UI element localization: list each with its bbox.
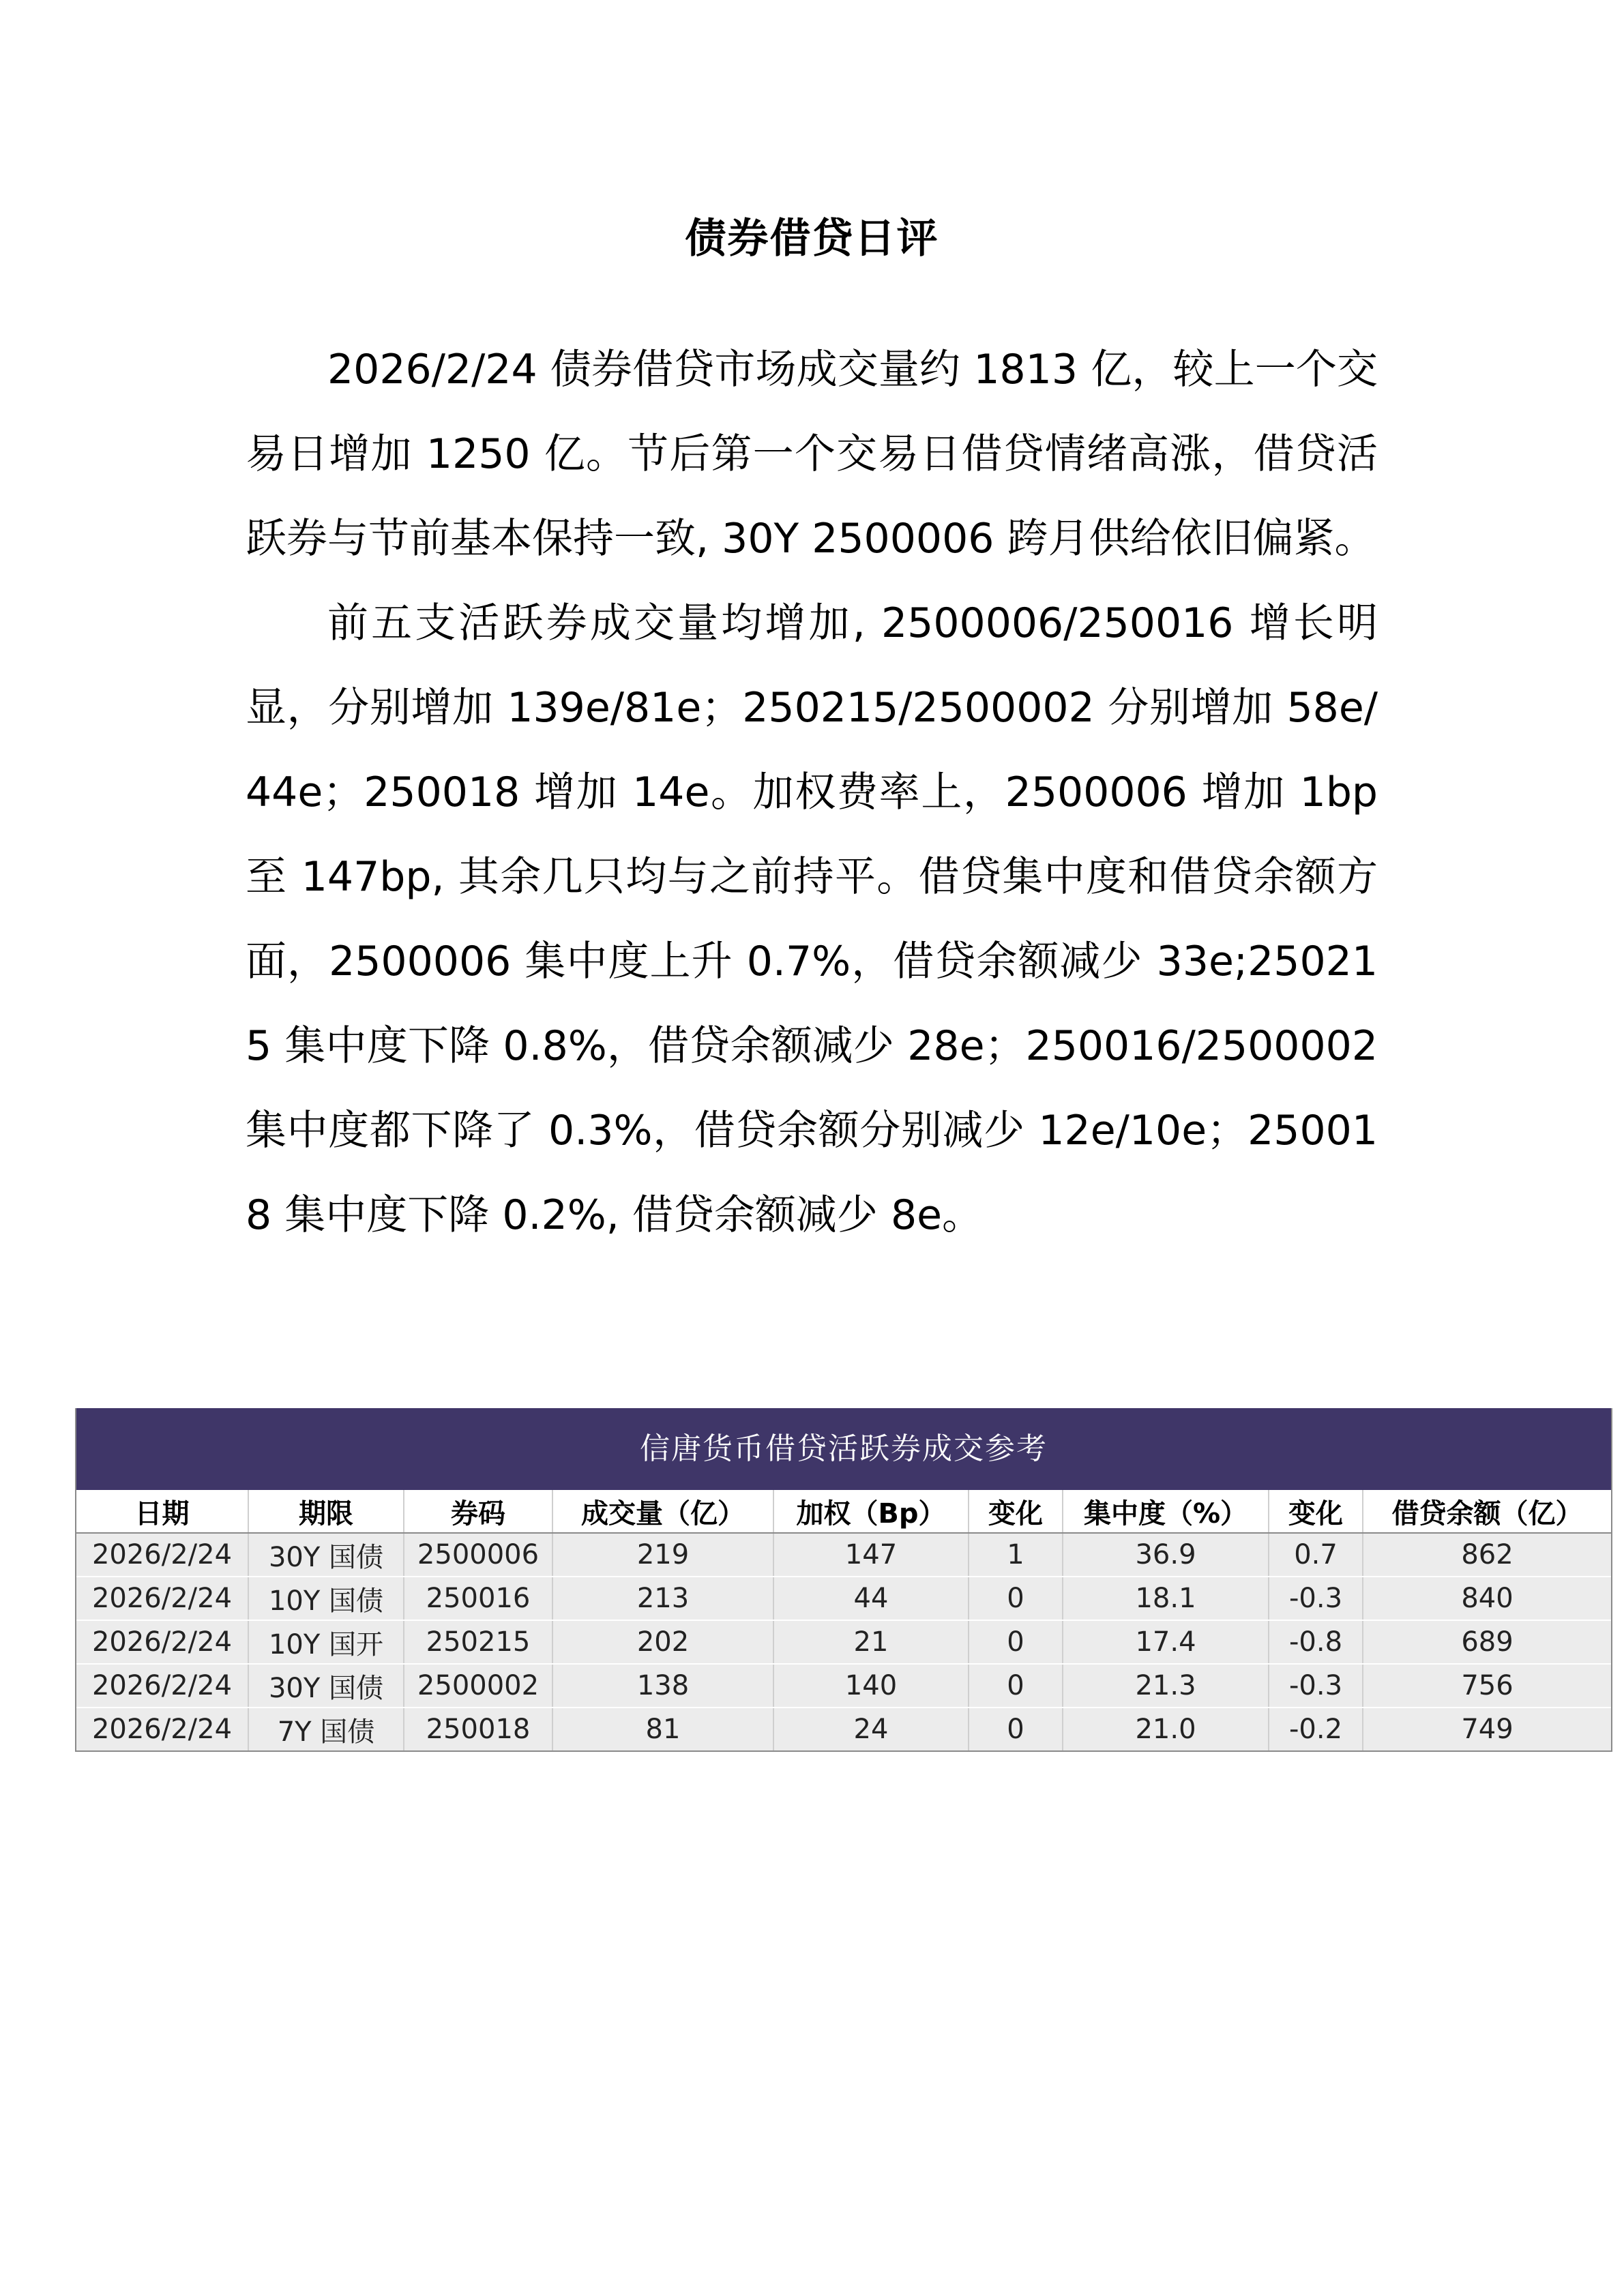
cell-rate-change: 0 [969, 1664, 1063, 1708]
cell-outstanding-balance: 840 [1363, 1577, 1611, 1620]
column-header-term: 期限 [248, 1490, 404, 1533]
cell-concentration: 18.1 [1063, 1577, 1269, 1620]
cell-date: 2026/2/24 [76, 1533, 248, 1577]
article-body [246, 327, 1378, 1257]
cell-bond-code: 250018 [404, 1708, 552, 1751]
cell-bond-code: 250016 [404, 1577, 552, 1620]
cell-term: 30Y 国债 [248, 1664, 404, 1708]
cell-term: 10Y 国开 [248, 1620, 404, 1664]
cell-date: 2026/2/24 [76, 1664, 248, 1708]
column-header-outstanding-balance: 借贷余额（亿） [1363, 1490, 1611, 1533]
data-table [76, 1490, 1611, 1752]
cell-weighted-rate: 140 [773, 1664, 969, 1708]
document-title: 债券借贷日评 [685, 215, 939, 263]
column-header-concentration: 集中度（%） [1063, 1490, 1269, 1533]
cell-rate-change: 0 [969, 1708, 1063, 1751]
cell-concentration-change: 0.7 [1269, 1533, 1363, 1577]
cell-volume: 219 [552, 1533, 773, 1577]
active-bond-table [75, 1408, 1612, 1752]
column-header-weighted-rate: 加权（Bp） [773, 1490, 969, 1533]
column-header-rate-change: 变化 [969, 1490, 1063, 1533]
cell-weighted-rate: 44 [773, 1577, 969, 1620]
table-row [76, 1620, 1611, 1664]
table-row [76, 1577, 1611, 1620]
table-caption: 信唐货币借贷活跃券成交参考 [76, 1408, 1611, 1490]
cell-rate-change: 0 [969, 1577, 1063, 1620]
cell-volume: 213 [552, 1577, 773, 1620]
column-header-date: 日期 [76, 1490, 248, 1533]
cell-volume: 81 [552, 1708, 773, 1751]
cell-outstanding-balance: 756 [1363, 1664, 1611, 1708]
cell-rate-change: 0 [969, 1620, 1063, 1664]
cell-weighted-rate: 24 [773, 1708, 969, 1751]
cell-concentration: 17.4 [1063, 1620, 1269, 1664]
cell-outstanding-balance: 862 [1363, 1533, 1611, 1577]
cell-weighted-rate: 147 [773, 1533, 969, 1577]
cell-bond-code: 2500002 [404, 1664, 552, 1708]
cell-term: 30Y 国债 [248, 1533, 404, 1577]
cell-concentration-change: -0.8 [1269, 1620, 1363, 1664]
cell-bond-code: 2500006 [404, 1533, 552, 1577]
cell-concentration-change: -0.3 [1269, 1664, 1363, 1708]
cell-term: 7Y 国债 [248, 1708, 404, 1751]
cell-volume: 138 [552, 1664, 773, 1708]
table-row [76, 1664, 1611, 1708]
column-header-concentration-change: 变化 [1269, 1490, 1363, 1533]
table-header-row [76, 1490, 1611, 1533]
cell-outstanding-balance: 749 [1363, 1708, 1611, 1751]
cell-date: 2026/2/24 [76, 1577, 248, 1620]
cell-concentration-change: -0.3 [1269, 1577, 1363, 1620]
column-header-bond-code: 券码 [404, 1490, 552, 1533]
cell-concentration: 21.3 [1063, 1664, 1269, 1708]
column-header-volume: 成交量（亿） [552, 1490, 773, 1533]
cell-rate-change: 1 [969, 1533, 1063, 1577]
table-row [76, 1533, 1611, 1577]
paragraph-market-summary: 2026/2/24 债券借贷市场成交量约 1813 亿，较上一个交易日增加 1250 亿。节后第一个交易日借贷情绪高涨，借贷活跃券与节前基本保持一致, 30Y 2500006 跨月供给依旧偏紧。 [246, 346, 1378, 563]
cell-date: 2026/2/24 [76, 1708, 248, 1751]
table-row [76, 1708, 1611, 1751]
cell-term: 10Y 国债 [248, 1577, 404, 1620]
cell-outstanding-balance: 689 [1363, 1620, 1611, 1664]
cell-concentration: 21.0 [1063, 1708, 1269, 1751]
cell-date: 2026/2/24 [76, 1620, 248, 1664]
cell-weighted-rate: 21 [773, 1620, 969, 1664]
cell-concentration: 36.9 [1063, 1533, 1269, 1577]
paragraph-active-bonds: 前五支活跃券成交量均增加, 2500006/250016 增长明显，分别增加 139e/81e；250215/2500002 分别增加 58e/44e；250018 增加 14e。加权费率上，2500006 增加 1bp 至 147bp, 其余几只均与之前持平。借贷集中度和借贷余额方面，2500006 集中度上升 0.7%，借贷余额减少 33e;250215 集中度下降 0.8%，借贷余额减少 28e；250016/2500002 集中度都下降了 0.3%，借贷余额分别减少 12e/10e；250018 集中度下降 0.2%, 借贷余额减少 8e。 [246, 599, 1378, 1239]
cell-concentration-change: -0.2 [1269, 1708, 1363, 1751]
cell-bond-code: 250215 [404, 1620, 552, 1664]
cell-volume: 202 [552, 1620, 773, 1664]
